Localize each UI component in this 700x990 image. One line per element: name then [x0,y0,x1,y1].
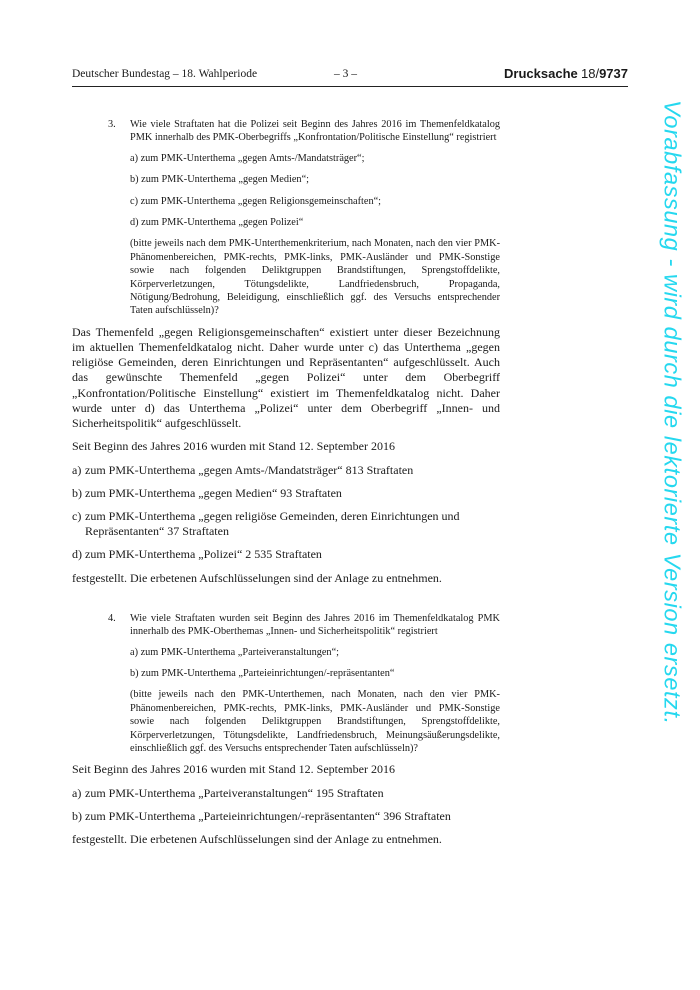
question-text: Wie viele Straftaten hat die Polizei seit Beginn des Jahres 2016 im Themenfeldkatalog PMK innerhalb des PMK-Oberbegriffs „Konfrontation/Politische Einstellung“ registriert [130,119,500,144]
question-item: b) zum PMK-Unterthema „Parteieinrichtungen/-repräsentanten“ [130,667,395,679]
doc-num-id: 9737 [599,66,628,81]
question-4 [72,612,500,756]
answer-3 [72,325,500,586]
header-divider [72,86,628,87]
document-body [72,118,500,855]
answer-list-item [72,809,500,824]
answer-paragraph: festgestellt. Die erbetenen Aufschlüsselungen sind der Anlage zu entnehmen. [72,831,442,846]
section-spacer [72,594,500,612]
parliament-label: Deutscher Bundestag – 18. Wahlperiode [72,68,258,80]
list-text: zum PMK-Unterthema „gegen Amts-/Mandatsträger“ 813 Straftaten [85,462,414,477]
list-marker: a) [72,462,82,477]
watermark [659,100,686,725]
list-marker: b) [72,808,82,823]
list-text: zum PMK-Unterthema „Parteiveranstaltungen“ 195 Straftaten [85,785,384,800]
watermark-text: Vorabfassung - wird durch die lektorierte Version ersetzt. [659,100,686,725]
list-text: zum PMK-Unterthema „gegen Medien“ 93 Straftaten [85,485,342,500]
answer-list-item [72,547,500,562]
list-marker: d) [72,547,82,562]
answer-list-item [72,509,500,539]
list-text: zum PMK-Unterthema „Parteieinrichtungen/-repräsentanten“ 396 Straftaten [85,808,451,823]
question-3 [72,118,500,318]
list-marker: a) [72,785,82,800]
question-note: (bitte jeweils nach dem PMK-Unterthemenkriterium, nach Monaten, nach den vier PMK-Phänomenbereichen, PMK-rechts, PMK-links, PMK-Ausländer und PMK-Sonstige sowie nach folgenden Deliktgruppen Brandstiftungen, Sprengstoffdelikte, Körperverletzungen, Tötungsdelikte, Landfriedensbruch, Propaganda, Nötigung/Bedrohung, Beleidigung, einschließlich ggf. des Versuchs entsprechender Taten aufschlüsseln)? [130,238,500,317]
question-item: b) zum PMK-Unterthema „gegen Medien“; [130,174,309,186]
question-item: a) zum PMK-Unterthema „Parteiveranstaltungen“; [130,646,340,658]
question-item: c) zum PMK-Unterthema „gegen Religionsgemeinschaften“; [130,195,382,207]
question-item: a) zum PMK-Unterthema „gegen Amts-/Mandatsträger“; [130,152,365,164]
answer-list-item [72,486,500,501]
page-number: – 3 – [334,68,357,80]
list-marker: c) [72,508,82,523]
doc-label: Drucksache [504,66,578,81]
answer-paragraph: Seit Beginn des Jahres 2016 wurden mit Stand 12. September 2016 [72,762,395,777]
answer-paragraph: Seit Beginn des Jahres 2016 wurden mit Stand 12. September 2016 [72,439,395,454]
answer-4 [72,762,500,847]
list-text: zum PMK-Unterthema „gegen religiöse Gemeinden, deren Einrichtungen und Repräsentanten“ 37 Straftaten [85,508,460,539]
question-number: 3. [108,119,116,130]
question-note: (bitte jeweils nach den PMK-Unterthemen, nach Monaten, nach den vier PMK-Phänomenbereichen, PMK-rechts, PMK-links, PMK-Ausländer und PMK-Sonstige sowie nach folgenden Deliktgruppen Brandstiftungen, Sprengstoffdelikte, Körperverletzungen, Tötungsdelikte, Landfriedensbruch, Meinungsäußerungsdelikte, einschließlich ggf. des Versuchs entsprechender Taten aufschlüsseln)? [130,689,500,754]
question-number: 4. [108,612,116,624]
question-text: Wie viele Straftaten wurden seit Beginn des Jahres 2016 im Themenfeldkatalog PMK innerhalb des PMK-Oberthemas „Innen- und Sicherheitspolitik“ registriert [130,612,500,638]
document-number [504,66,628,82]
answer-list-item [72,786,500,801]
page-header [72,66,628,84]
list-text: zum PMK-Unterthema „Polizei“ 2 535 Straftaten [85,547,322,562]
answer-paragraph: festgestellt. Die erbetenen Aufschlüsselungen sind der Anlage zu entnehmen. [72,570,442,585]
doc-num-period: 18/ [581,66,600,81]
list-marker: b) [72,485,82,500]
question-item: d) zum PMK-Unterthema „gegen Polizei“ [130,217,304,229]
answer-list-item [72,463,500,478]
answer-paragraph: Das Themenfeld „gegen Religionsgemeinschaften“ existiert unter dieser Bezeichnung im aktuellen Themenfeldkatalog nicht. Daher wurde unter c) das Unterthema „gegen religiöse Gemeinden, deren Einrichtungen und Repräsentanten“ aufgeschlüsselt. Auch das gewünschte Themenfeld „gegen Polizei“ unter dem Oberbegriff „Konfrontation/Politische Einstellung“ existiert im Themenfeldkatalog nicht. Daher wurde unter d) das Unterthema „Polizei“ unter dem Oberbegriff „Innen- und Sicherheitspolitik“ aufgeschlüsselt. [72,324,500,431]
